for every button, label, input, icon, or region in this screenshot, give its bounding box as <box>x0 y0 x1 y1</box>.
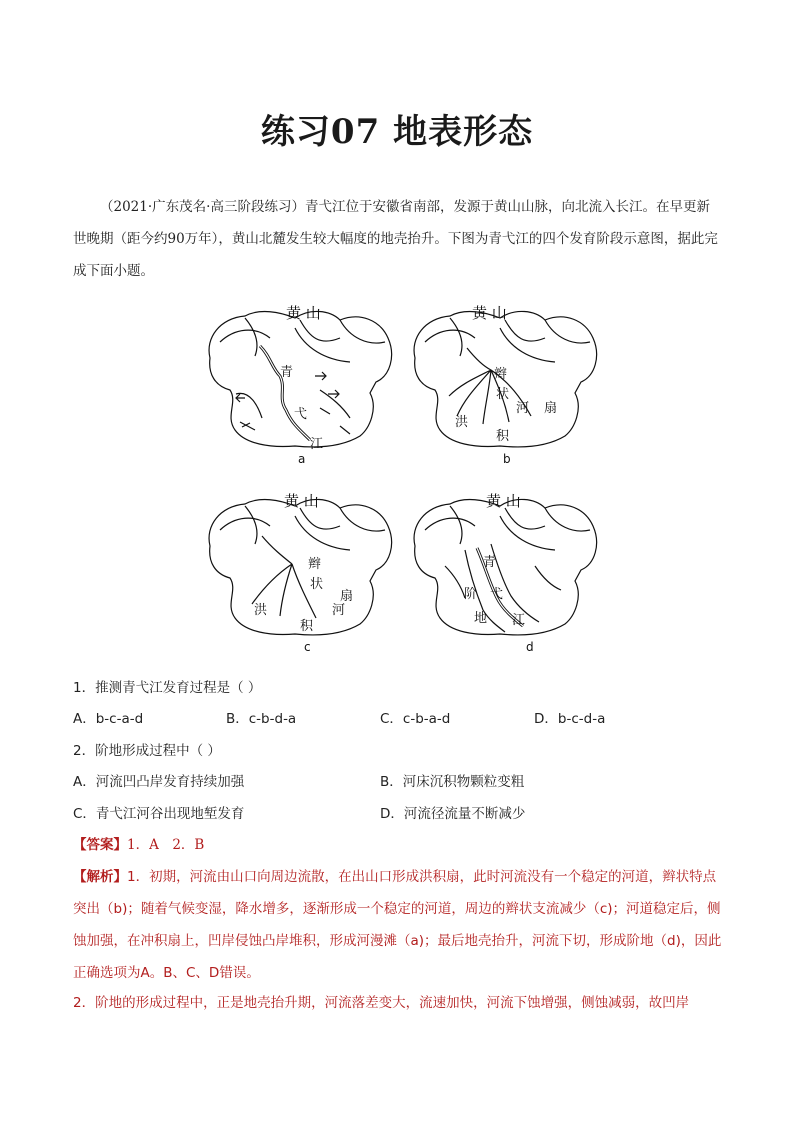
panel-b-label-6: 积 <box>496 429 510 444</box>
page-title: 练习07 地表形态 <box>260 112 534 152</box>
panel-d <box>414 499 597 635</box>
intro-paragraph: （2021·广东茂名·高三阶段练习）青弋江位于安徽省南部，发源于黄山山脉，向北流入长江。在早更新世晚期（距今约90万年），黄山北麓发生较大幅度的地壳抬升。下图为青弋江的四个发育阶段示意图，据此完成下面小题。 <box>73 199 718 279</box>
panel-c-label-5: 河 <box>332 603 346 618</box>
panel-c-label-4: 洪 <box>254 603 268 618</box>
river-stages-figure <box>200 298 602 658</box>
panel-d-label-1: 青 <box>483 555 497 570</box>
panel-b-mountain: 黄 山 <box>472 304 507 322</box>
panel-b-label-2: 状 <box>496 387 510 402</box>
q2-option-d: D．河流径流量不断减少 <box>380 806 526 822</box>
panel-c-label-3: 扇 <box>340 589 354 604</box>
q2-option-a: A．河流凹凸岸发育持续加强 <box>73 774 245 790</box>
panel-a-label-3: 江 <box>310 437 324 452</box>
analysis-paragraph-1 <box>73 861 725 989</box>
panel-b-caption: b <box>503 452 511 466</box>
question-1-stem: 1．推测青弋江发育过程是（ ） <box>73 680 262 696</box>
panel-d-label-2: 阶 <box>464 587 478 602</box>
panel-b-label-4: 扇 <box>544 401 558 416</box>
q2-option-c: C．青弋江河谷出现地堑发育 <box>73 806 245 822</box>
panel-b-label-3: 河 <box>516 401 530 416</box>
question-2-stem: 2．阶地形成过程中（ ） <box>73 743 221 759</box>
analysis-text-1: 1．初期，河流由山口向周边流散，在出山口形成洪积扇，此时河流没有一个稳定的河道，辫状特点突出（b)；随着气候变湿，降水增多，逐渐形成一个稳定的河道，周边的辫状支流减少（c)；河道稳定后，侧蚀加强，在冲积扇上，凹岸侵蚀凸岸堆积，形成河漫滩（a)；最后地壳抬升，河流下切，形成阶地（d)，因此正确选项为A。B、C、D错误。 <box>73 869 722 981</box>
panel-d-label-3: 弋 <box>490 587 504 602</box>
q1-option-b: B．c-b-d-a <box>226 711 297 727</box>
q1-option-c: C．c-b-a-d <box>380 711 451 727</box>
panel-c <box>209 499 392 635</box>
answer-tag: 【答案】 <box>73 837 127 853</box>
panel-c-label-1: 辫 <box>308 557 322 572</box>
panel-b-label-1: 辫 <box>494 367 508 382</box>
panel-a <box>209 311 392 447</box>
panel-c-label-2: 状 <box>310 577 324 592</box>
panel-d-caption: d <box>526 640 534 654</box>
panel-d-label-4: 地 <box>474 611 488 626</box>
panel-a-label-1: 青 <box>280 365 294 380</box>
panel-a-mountain: 黄 山 <box>286 304 321 322</box>
answer-line <box>73 833 204 853</box>
answer-text: 1．A 2．B <box>127 837 205 853</box>
panel-d-mountain: 黄 山 <box>486 492 521 510</box>
analysis-paragraph-2: 2．阶地的形成过程中，正是地壳抬升期，河流落差变大，流速加快，河流下蚀增强，侧蚀减弱，故凹岸 <box>73 995 690 1011</box>
panel-b-label-5: 洪 <box>455 415 469 430</box>
panel-d-label-5: 江 <box>512 613 526 628</box>
q1-option-d: D．b-c-d-a <box>534 711 606 727</box>
panel-c-caption: c <box>304 640 311 654</box>
panel-c-label-6: 积 <box>300 619 314 634</box>
analysis-tag: 【解析】 <box>73 869 127 885</box>
q2-option-b: B．河床沉积物颗粒变粗 <box>380 774 525 790</box>
q1-option-a: A．b-c-a-d <box>73 711 144 727</box>
panel-a-label-2: 弋 <box>294 407 308 422</box>
panel-a-caption: a <box>298 452 306 466</box>
panel-c-mountain: 黄 山 <box>284 492 319 510</box>
